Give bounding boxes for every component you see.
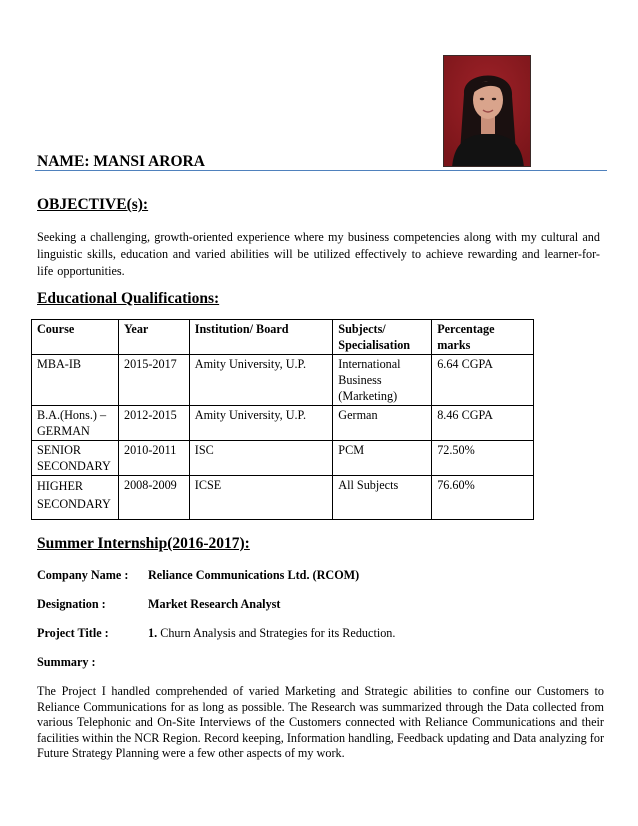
table-cell: German (333, 406, 432, 441)
summary-text: The Project I handled comprehended of varied Marketing and Strategic abilities to confine our Customers to Reliance Communications for as long as possible. The Research was summarized through the Data collected from various Telephonic and On-Site Interviews of the Customers connected with Reliance Communications and their facilities within the NCR Region. Record keeping, Information handling, Feedback updating and Data analyzing for Future Strategy Planning were a few other aspects of my work. (37, 684, 604, 760)
table-cell: All Subjects (333, 476, 432, 520)
project-title-value (148, 626, 395, 641)
table-cell: Amity University, U.P. (189, 355, 333, 406)
table-row (32, 441, 534, 476)
column-header: Course (32, 320, 119, 355)
internship-heading: Summer Internship(2016-2017): (37, 535, 250, 552)
table-cell: 76.60% (432, 476, 534, 520)
table-cell: International Business (Marketing) (333, 355, 432, 406)
table-cell: 6.64 CGPA (432, 355, 534, 406)
table-cell: MBA-IB (32, 355, 119, 406)
project-number: 1. (148, 626, 158, 640)
table-header-row (32, 320, 534, 355)
table-cell: 2015-2017 (118, 355, 189, 406)
summary-label: Summary : (37, 655, 96, 669)
table-row (32, 476, 534, 520)
table-row (32, 406, 534, 441)
column-header: Year (118, 320, 189, 355)
table-cell: ICSE (189, 476, 333, 520)
objective-text: Seeking a challenging, growth-oriented experience where my business competencies along with my cultural and linguistic skills, education and varied abilities will be utilized effectively to achieve rewarding and learner-for-life opportunities. (37, 230, 600, 278)
table-cell: 2012-2015 (118, 406, 189, 441)
name-divider (35, 170, 607, 171)
table-cell: HIGHER SECONDARY (32, 476, 119, 520)
company-label: Company Name : (37, 568, 129, 582)
table-cell: 2010-2011 (118, 441, 189, 476)
column-header: Percentage marks (432, 320, 534, 355)
designation-value: Market Research Analyst (148, 597, 281, 611)
table-cell: 72.50% (432, 441, 534, 476)
table-cell: Amity University, U.P. (189, 406, 333, 441)
designation-label: Designation : (37, 597, 106, 611)
table-cell: PCM (333, 441, 432, 476)
table-cell: ISC (189, 441, 333, 476)
objective-heading: OBJECTIVE(s): (37, 196, 149, 213)
profile-photo (443, 55, 531, 167)
company-value: Reliance Communications Ltd. (RCOM) (148, 568, 360, 582)
table-cell: 8.46 CGPA (432, 406, 534, 441)
candidate-name: NAME: MANSI ARORA (37, 153, 205, 170)
table-cell: B.A.(Hons.) – GERMAN (32, 406, 119, 441)
table-cell: 2008-2009 (118, 476, 189, 520)
table-row (32, 355, 534, 406)
table-cell: SENIOR SECONDARY (32, 441, 119, 476)
column-header: Subjects/ Specialisation (333, 320, 432, 355)
education-table (31, 319, 534, 520)
project-title-label: Project Title : (37, 626, 109, 640)
education-heading: Educational Qualifications: (37, 290, 220, 307)
column-header: Institution/ Board (189, 320, 333, 355)
project-title-text: Churn Analysis and Strategies for its Reduction. (160, 626, 396, 640)
